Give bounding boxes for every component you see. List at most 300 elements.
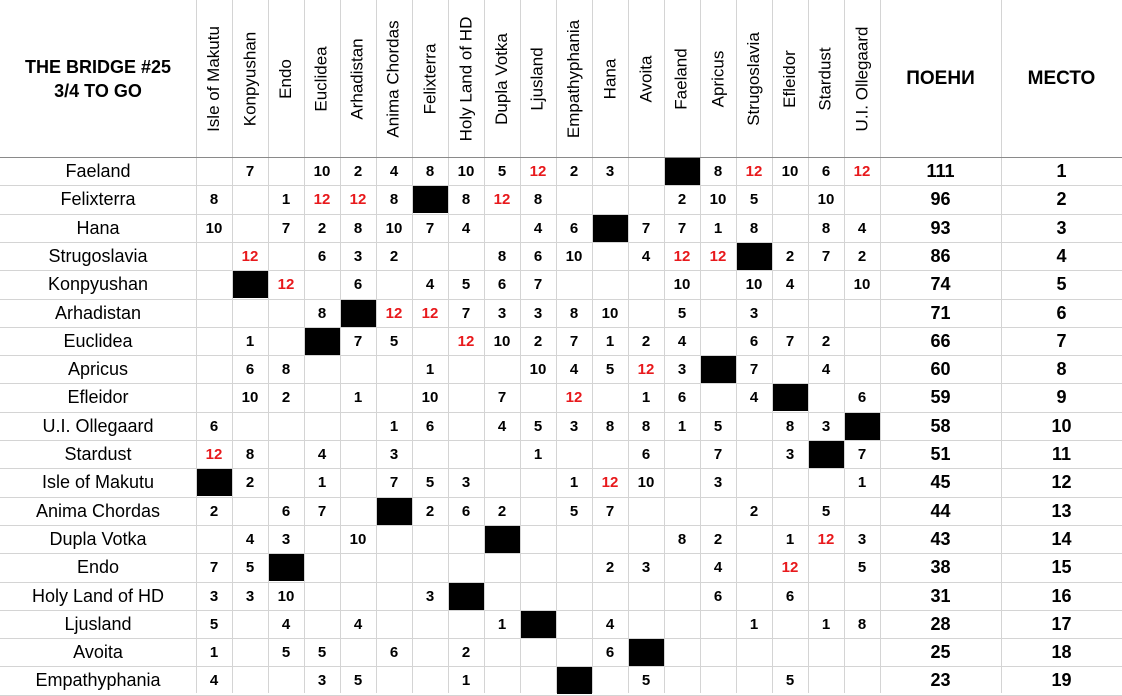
vote-cell: [268, 440, 304, 468]
vote-cell: 5: [317, 643, 327, 661]
vote-cell: 6: [461, 502, 471, 520]
total-points: 59: [930, 386, 951, 407]
vote-cell: 1: [605, 332, 615, 350]
column-header: [628, 0, 664, 157]
vote-cell: [484, 468, 520, 496]
vote-cell: 10: [601, 304, 619, 322]
vote-cell: [736, 638, 772, 666]
vote-cell: [484, 355, 520, 383]
column-header-label: Faeland: [672, 47, 691, 110]
vote-cell: 12: [277, 275, 295, 293]
vote-cell: 4: [785, 275, 795, 293]
vote-cell: [628, 299, 664, 327]
vote-cell: [520, 497, 556, 525]
column-header-label: Holy Land of HD: [456, 16, 476, 141]
vote-cell: [556, 610, 592, 638]
vote-cell: [376, 383, 412, 411]
vote-cell: [448, 242, 484, 270]
vote-cell: 4: [605, 615, 615, 633]
vote-cell: [412, 440, 448, 468]
vote-cell: 12: [241, 247, 259, 265]
vote-cell: 3: [209, 587, 219, 605]
row-country-name: Avoita: [73, 641, 123, 662]
vote-cell: 4: [533, 219, 543, 237]
vote-cell: 12: [781, 558, 799, 576]
vote-cell: 4: [425, 275, 435, 293]
total-points: 71: [930, 302, 951, 323]
vote-cell: [376, 525, 412, 553]
vote-cell: 5: [569, 502, 579, 520]
vote-cell: 6: [605, 643, 615, 661]
total-points: 66: [930, 330, 951, 351]
vote-cell: 3: [281, 530, 291, 548]
vote-cell: [556, 582, 592, 610]
vote-cell: 8: [569, 304, 579, 322]
vote-cell: [484, 582, 520, 610]
vote-cell: [736, 525, 772, 553]
vote-cell: 6: [641, 445, 651, 463]
vote-cell: 2: [533, 332, 543, 350]
vote-cell: 1: [353, 388, 363, 406]
vote-cell: [808, 638, 844, 666]
self-vote-blocked-cell: [701, 356, 736, 383]
vote-cell: [736, 468, 772, 496]
vote-cell: [772, 355, 808, 383]
vote-cell: 12: [457, 332, 475, 350]
vote-cell: [340, 468, 376, 496]
column-header-label: Isle of Makutu: [204, 25, 224, 132]
vote-cell: [412, 327, 448, 355]
row-country-name: Isle of Makutu: [41, 471, 155, 492]
vote-cell: [340, 355, 376, 383]
vote-cell: 10: [277, 587, 295, 605]
vote-cell: [556, 638, 592, 666]
vote-cell: 6: [389, 643, 399, 661]
vote-cell: [196, 383, 232, 411]
total-points: 31: [930, 585, 951, 606]
vote-cell: [376, 582, 412, 610]
vote-cell: 10: [457, 162, 475, 180]
vote-cell: 8: [353, 219, 363, 237]
vote-cell: 6: [497, 275, 507, 293]
vote-cell: 2: [785, 247, 795, 265]
vote-cell: 12: [709, 247, 727, 265]
self-vote-blocked-cell: [413, 186, 448, 213]
vote-cell: [772, 497, 808, 525]
vote-cell: [628, 497, 664, 525]
vote-cell: [484, 666, 520, 694]
vote-cell: 6: [317, 247, 327, 265]
vote-cell: [772, 299, 808, 327]
vote-cell: 2: [425, 502, 435, 520]
vote-cell: 1: [281, 190, 291, 208]
vote-cell: [844, 582, 880, 610]
column-header-label: Strugoslavia: [744, 31, 763, 126]
column-header-label: Hana: [600, 58, 620, 99]
vote-cell: 6: [785, 587, 795, 605]
vote-cell: 7: [281, 219, 291, 237]
vote-cell: [232, 299, 268, 327]
column-header: [376, 0, 412, 157]
vote-cell: 4: [677, 332, 687, 350]
vote-cell: [808, 270, 844, 298]
column-header-label: Efleidor: [780, 49, 800, 108]
vote-cell: 12: [565, 388, 583, 406]
row-country-name: Efleidor: [67, 386, 129, 407]
vote-cell: 8: [281, 360, 291, 378]
vote-cell: [196, 327, 232, 355]
vote-cell: [844, 355, 880, 383]
vote-cell: 12: [637, 360, 655, 378]
vote-cell: [844, 638, 880, 666]
vote-cell: [664, 440, 700, 468]
vote-cell: 12: [313, 190, 331, 208]
vote-cell: [448, 553, 484, 581]
vote-cell: [808, 468, 844, 496]
column-header: [412, 0, 448, 157]
vote-cell: 7: [317, 502, 327, 520]
vote-cell: 3: [533, 304, 543, 322]
vote-cell: 6: [281, 502, 291, 520]
vote-cell: 7: [605, 502, 615, 520]
vote-cell: 12: [205, 445, 223, 463]
vote-cell: 1: [821, 615, 831, 633]
vote-cell: 7: [389, 473, 399, 491]
vote-cell: 1: [389, 417, 399, 435]
column-header: [520, 0, 556, 157]
self-vote-blocked-cell: [197, 469, 232, 496]
total-points: 86: [930, 245, 951, 266]
vote-cell: 5: [353, 671, 363, 689]
vote-cell: 2: [569, 162, 579, 180]
vote-cell: 5: [713, 417, 723, 435]
total-points: 28: [930, 613, 951, 634]
vote-cell: [304, 553, 340, 581]
vote-cell: 6: [425, 417, 435, 435]
column-header: [664, 0, 700, 157]
column-header-label: Stardust: [816, 46, 835, 111]
vote-cell: [520, 525, 556, 553]
vote-cell: 8: [713, 162, 723, 180]
vote-cell: 5: [281, 643, 291, 661]
vote-cell: 4: [641, 247, 651, 265]
self-vote-blocked-cell: [377, 498, 412, 525]
vote-cell: 7: [353, 332, 363, 350]
vote-cell: 7: [821, 247, 831, 265]
vote-cell: [196, 355, 232, 383]
vote-cell: [484, 638, 520, 666]
vote-cell: 12: [601, 473, 619, 491]
vote-cell: [448, 383, 484, 411]
vote-cell: 1: [713, 219, 723, 237]
vote-cell: 10: [385, 219, 403, 237]
vote-cell: [592, 666, 628, 694]
vote-cell: [304, 412, 340, 440]
final-place: 4: [1056, 245, 1067, 266]
total-points: 58: [930, 415, 951, 436]
vote-cell: [664, 497, 700, 525]
vote-cell: [664, 582, 700, 610]
vote-cell: 10: [241, 388, 259, 406]
vote-cell: [664, 666, 700, 694]
vote-cell: [520, 638, 556, 666]
row-country-name: Ljusland: [64, 613, 132, 634]
vote-cell: 2: [353, 162, 363, 180]
vote-cell: [268, 468, 304, 496]
vote-cell: 3: [497, 304, 507, 322]
vote-cell: 7: [209, 558, 219, 576]
total-points: 38: [930, 556, 951, 577]
column-header: [448, 0, 484, 157]
vote-cell: 5: [785, 671, 795, 689]
self-vote-blocked-cell: [737, 243, 772, 270]
vote-cell: 1: [677, 417, 687, 435]
vote-cell: 3: [569, 417, 579, 435]
total-points: 96: [930, 188, 951, 209]
column-header: [592, 0, 628, 157]
vote-cell: 6: [713, 587, 723, 605]
vote-cell: 8: [317, 304, 327, 322]
vote-cell: [376, 270, 412, 298]
row-country-name: Arhadistan: [54, 302, 142, 323]
vote-cell: 8: [821, 219, 831, 237]
vote-cell: 8: [785, 417, 795, 435]
vote-cell: 10: [745, 275, 763, 293]
vote-cell: 4: [389, 162, 399, 180]
vote-cell: 10: [349, 530, 367, 548]
self-vote-blocked-cell: [485, 526, 520, 553]
vote-cell: 12: [349, 190, 367, 208]
vote-cell: 1: [461, 671, 471, 689]
vote-cell: [556, 525, 592, 553]
vote-cell: 10: [781, 162, 799, 180]
vote-cell: 7: [533, 275, 543, 293]
vote-cell: 1: [209, 643, 219, 661]
vote-cell: 4: [209, 671, 219, 689]
vote-cell: 2: [605, 558, 615, 576]
row-country-name: Apricus: [67, 358, 129, 379]
vote-cell: 5: [497, 162, 507, 180]
self-vote-blocked-cell: [809, 441, 844, 468]
vote-cell: [340, 412, 376, 440]
vote-cell: [844, 185, 880, 213]
vote-cell: [484, 440, 520, 468]
vote-cell: [556, 553, 592, 581]
final-place: 1: [1056, 160, 1067, 181]
vote-cell: [844, 497, 880, 525]
vote-cell: [556, 185, 592, 213]
self-vote-blocked-cell: [521, 611, 556, 638]
vote-cell: [268, 242, 304, 270]
vote-cell: 8: [749, 219, 759, 237]
vote-cell: [700, 299, 736, 327]
vote-cell: 1: [245, 332, 255, 350]
vote-cell: 12: [853, 162, 871, 180]
vote-cell: [736, 666, 772, 694]
vote-cell: 2: [857, 247, 867, 265]
total-points: 44: [930, 500, 951, 521]
vote-cell: [268, 412, 304, 440]
vote-cell: 8: [425, 162, 435, 180]
vote-cell: [736, 582, 772, 610]
vote-cell: [556, 440, 592, 468]
vote-cell: 10: [637, 473, 655, 491]
vote-cell: 7: [497, 388, 507, 406]
vote-cell: [700, 497, 736, 525]
vote-cell: [268, 299, 304, 327]
vote-cell: 8: [245, 445, 255, 463]
vote-cell: [628, 157, 664, 185]
vote-cell: [844, 666, 880, 694]
vote-cell: 2: [713, 530, 723, 548]
points-header: ПОЕНИ: [906, 67, 975, 89]
total-points: 25: [930, 641, 951, 662]
table-title-line-1: THE BRIDGE #25: [24, 56, 172, 77]
vote-cell: [808, 582, 844, 610]
vote-cell: 3: [713, 473, 723, 491]
row-country-name: Faeland: [65, 160, 131, 181]
vote-cell: 6: [821, 162, 831, 180]
vote-cell: 3: [353, 247, 363, 265]
vote-cell: 6: [569, 219, 579, 237]
column-header-label: Arhadistan: [348, 37, 367, 120]
vote-cell: 6: [245, 360, 255, 378]
vote-cell: [772, 638, 808, 666]
vote-cell: [520, 553, 556, 581]
vote-cell: 2: [641, 332, 651, 350]
column-header: [304, 0, 340, 157]
self-vote-blocked-cell: [305, 328, 340, 355]
vote-cell: 10: [817, 190, 835, 208]
vote-cell: [340, 582, 376, 610]
vote-cell: [844, 327, 880, 355]
vote-cell: 8: [461, 190, 471, 208]
vote-cell: [448, 355, 484, 383]
column-header: [808, 0, 844, 157]
vote-cell: [232, 497, 268, 525]
vote-cell: 6: [677, 388, 687, 406]
vote-cell: 2: [245, 473, 255, 491]
vote-cell: [196, 242, 232, 270]
vote-cell: [520, 383, 556, 411]
final-place: 10: [1051, 415, 1072, 436]
vote-cell: 2: [821, 332, 831, 350]
column-header: [196, 0, 232, 157]
vote-cell: 2: [497, 502, 507, 520]
vote-cell: 6: [533, 247, 543, 265]
vote-cell: [592, 525, 628, 553]
vote-cell: 10: [565, 247, 583, 265]
vote-cell: [700, 610, 736, 638]
vote-cell: [448, 412, 484, 440]
vote-cell: 4: [857, 219, 867, 237]
column-header: [268, 0, 304, 157]
vote-cell: [772, 185, 808, 213]
vote-cell: 7: [461, 304, 471, 322]
vote-cell: [628, 270, 664, 298]
vote-cell: 10: [421, 388, 439, 406]
column-header-label: U.I. Ollegaard: [852, 26, 872, 131]
final-place: 2: [1056, 188, 1067, 209]
row-country-name: Euclidea: [63, 330, 133, 351]
self-vote-blocked-cell: [845, 413, 880, 440]
vote-cell: 7: [785, 332, 795, 350]
vote-cell: 5: [389, 332, 399, 350]
vote-cell: [412, 242, 448, 270]
vote-cell: 5: [425, 473, 435, 491]
vote-cell: 4: [821, 360, 831, 378]
vote-cell: 12: [385, 304, 403, 322]
vote-cell: 1: [497, 615, 507, 633]
vote-cell: [412, 666, 448, 694]
vote-cell: 2: [461, 643, 471, 661]
self-vote-blocked-cell: [449, 583, 484, 610]
vote-cell: 4: [569, 360, 579, 378]
vote-cell: 7: [857, 445, 867, 463]
row-country-name: Dupla Votka: [49, 528, 147, 549]
row-country-name: Stardust: [64, 443, 132, 464]
vote-cell: [376, 553, 412, 581]
vote-cell: 3: [389, 445, 399, 463]
table-title: [0, 0, 196, 157]
vote-cell: [376, 666, 412, 694]
vote-cell: 12: [421, 304, 439, 322]
vote-cell: 1: [317, 473, 327, 491]
final-place: 16: [1051, 585, 1072, 606]
vote-cell: 7: [569, 332, 579, 350]
vote-cell: 10: [709, 190, 727, 208]
column-header-label: Endo: [276, 58, 296, 99]
vote-cell: [304, 582, 340, 610]
vote-cell: [700, 666, 736, 694]
vote-cell: [520, 582, 556, 610]
vote-cell: 3: [857, 530, 867, 548]
total-points: 93: [930, 217, 951, 238]
vote-cell: 3: [605, 162, 615, 180]
vote-cell: 3: [785, 445, 795, 463]
vote-cell: [448, 610, 484, 638]
vote-cell: [736, 553, 772, 581]
vote-cell: 5: [857, 558, 867, 576]
vote-cell: [664, 553, 700, 581]
column-header-label: Ljusland: [528, 46, 548, 111]
vote-cell: 3: [317, 671, 327, 689]
vote-cell: 1: [749, 615, 759, 633]
vote-cell: [196, 525, 232, 553]
final-place: 9: [1056, 386, 1067, 407]
row-country-name: Hana: [76, 217, 120, 238]
column-header-label: Felixterra: [420, 43, 440, 114]
vote-cell: [412, 638, 448, 666]
self-vote-blocked-cell: [665, 158, 700, 185]
total-points: 111: [926, 160, 955, 181]
vote-cell: [628, 185, 664, 213]
vote-cell: 3: [641, 558, 651, 576]
column-header: [844, 0, 880, 157]
total-points: 23: [930, 669, 951, 690]
vote-cell: 5: [605, 360, 615, 378]
column-header: [340, 0, 376, 157]
column-header: [484, 0, 520, 157]
table-title-line-2: 3/4 TO GO: [54, 80, 142, 101]
vote-cell: 5: [749, 190, 759, 208]
vote-cell: 5: [209, 615, 219, 633]
column-header: [736, 0, 772, 157]
self-vote-blocked-cell: [557, 667, 592, 694]
vote-cell: 4: [245, 530, 255, 548]
vote-cell: 3: [425, 587, 435, 605]
vote-cell: [304, 610, 340, 638]
